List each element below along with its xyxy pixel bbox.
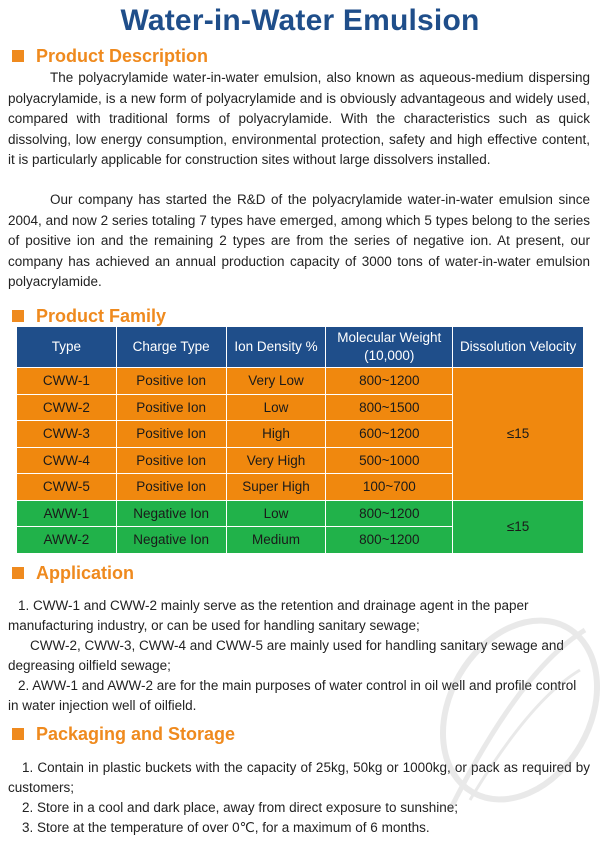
page-title: Water-in-Water Emulsion <box>120 4 480 37</box>
square-bullet-icon <box>12 310 24 322</box>
cell-density: Medium <box>226 527 326 554</box>
application-item-1: 1. CWW-1 and CWW-2 mainly serve as the retention and drainage agent in the paper manufacturing industry, or can be used for handling sanitary sewage; <box>8 598 529 633</box>
square-bullet-icon <box>12 567 24 579</box>
cell-type: AWW-1 <box>17 500 117 527</box>
application-item-1b: CWW-2, CWW-3, CWW-4 and CWW-5 are mainly used for handling sanitary sewage and degreasing oilfield sewage; <box>8 638 564 673</box>
table-row <box>17 368 584 395</box>
section-heading-label: Product Family <box>36 305 167 326</box>
cell-mw: 100~700 <box>326 474 453 501</box>
cell-type: AWW-2 <box>17 527 117 554</box>
cell-charge: Positive Ion <box>116 421 226 448</box>
section-heading-packaging <box>12 722 235 746</box>
packaging-item-1: 1. Contain in plastic buckets with the capacity of 25kg, 50kg or 1000kg, or pack as required by customers; <box>8 760 590 795</box>
watermark-logo-icon <box>410 610 600 850</box>
section-heading-application <box>12 561 134 585</box>
section-heading-label: Packaging and Storage <box>36 723 236 744</box>
header-dissolution-velocity: Dissolution Velocity <box>453 327 584 368</box>
cell-mw: 500~1000 <box>326 447 453 474</box>
cell-charge: Positive Ion <box>116 447 226 474</box>
description-text-1: The polyacrylamide water-in-water emulsion, also known as aqueous-medium dispersing polyacrylamide, is a new form of polyacrylamide and is obviously advantageous and widely used, compared with traditional forms of polyacrylamide. With the characteristics such as quick dissolving, low energy consumption, environmental protection, safety and high effective content, it is particularly applicable for construction sites without large dissolvers installed. <box>8 70 590 168</box>
cell-type: CWW-3 <box>17 421 117 448</box>
cell-density: Low <box>226 500 326 527</box>
cell-velocity-negative: ≤15 <box>453 500 584 553</box>
section-heading-description <box>12 44 208 68</box>
cell-density: Low <box>226 394 326 421</box>
cell-mw: 600~1200 <box>326 421 453 448</box>
table-row <box>17 500 584 527</box>
cell-density: High <box>226 421 326 448</box>
description-text-2: Our company has started the R&D of the polyacrylamide water-in-water emulsion since 2004, and now 2 series totaling 7 types have emerged, among which 5 types belong to the series of positive ion and the remaining 2 types are from the series of negative ion. At present, our company has achieved an annual production capacity of 3000 tons of water-in-water emulsion polyacrylamide. <box>8 192 590 290</box>
square-bullet-icon <box>12 50 24 62</box>
cell-type: CWW-4 <box>17 447 117 474</box>
cell-charge: Positive Ion <box>116 368 226 395</box>
square-bullet-icon <box>12 728 24 740</box>
description-paragraph-1 <box>8 68 590 171</box>
cell-type: CWW-1 <box>17 368 117 395</box>
description-paragraph-2 <box>8 190 590 293</box>
cell-charge: Negative Ion <box>116 500 226 527</box>
header-molecular-weight: Molecular Weight (10,000) <box>326 327 453 368</box>
cell-mw: 800~1200 <box>326 368 453 395</box>
section-heading-family <box>12 304 166 328</box>
section-heading-label: Application <box>36 562 134 583</box>
cell-charge: Negative Ion <box>116 527 226 554</box>
header-charge-type: Charge Type <box>116 327 226 368</box>
cell-velocity-positive: ≤15 <box>453 368 584 501</box>
cell-density: Very High <box>226 447 326 474</box>
cell-mw: 800~1500 <box>326 394 453 421</box>
packaging-item-3: 3. Store at the temperature of over 0℃, for a maximum of 6 months. <box>22 820 430 835</box>
header-type: Type <box>17 327 117 368</box>
cell-charge: Positive Ion <box>116 474 226 501</box>
application-item-2: 2. AWW-1 and AWW-2 are for the main purposes of water control in oil well and profile control in water injection well of oilfield. <box>8 678 577 713</box>
product-family-table <box>16 326 584 554</box>
header-ion-density: Ion Density % <box>226 327 326 368</box>
cell-type: CWW-5 <box>17 474 117 501</box>
packaging-item-2: 2. Store in a cool and dark place, away from direct exposure to sunshine; <box>22 800 458 815</box>
cell-density: Very Low <box>226 368 326 395</box>
cell-mw: 800~1200 <box>326 527 453 554</box>
table-header-row <box>17 327 584 368</box>
section-heading-label: Product Description <box>36 45 209 66</box>
cell-type: CWW-2 <box>17 394 117 421</box>
cell-charge: Positive Ion <box>116 394 226 421</box>
cell-density: Super High <box>226 474 326 501</box>
cell-mw: 800~1200 <box>326 500 453 527</box>
